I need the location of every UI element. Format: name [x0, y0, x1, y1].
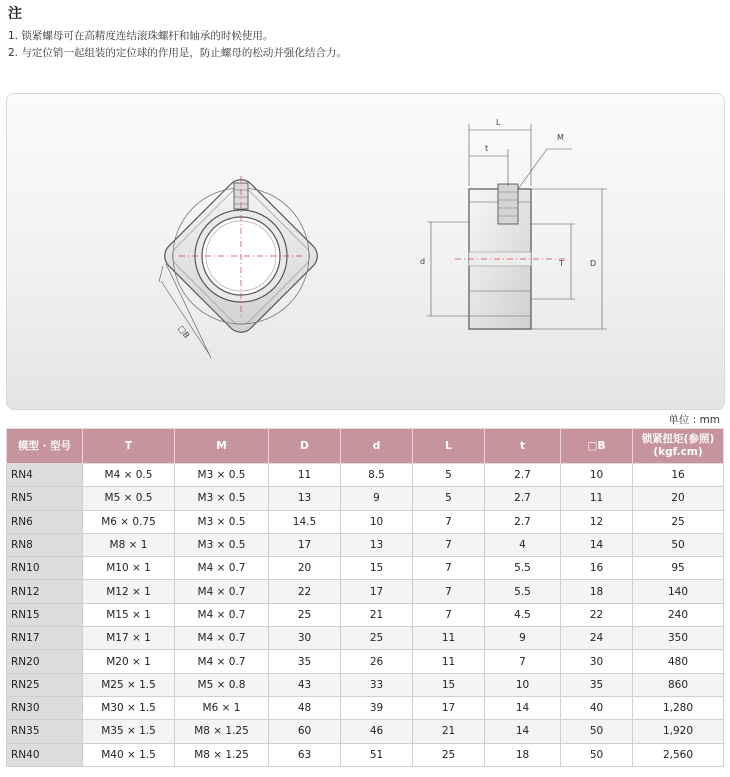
- cell-d-upper: 20: [269, 557, 341, 580]
- header-b: □B: [561, 429, 633, 464]
- cell-torque: 25: [633, 510, 724, 533]
- cell-model: RN25: [7, 673, 83, 696]
- label-t: t: [485, 144, 489, 153]
- cell-m: M3 × 0.5: [175, 487, 269, 510]
- drawing-svg: [7, 94, 724, 409]
- table-row: [7, 464, 724, 487]
- header-d-lower: d: [341, 429, 413, 464]
- cell-t-upper: M6 × 0.75: [83, 510, 175, 533]
- cell-d-lower: 15: [341, 557, 413, 580]
- cell-t-lower: 14: [485, 696, 561, 719]
- cell-t-lower: 14: [485, 720, 561, 743]
- header-t-lower: t: [485, 429, 561, 464]
- cell-t-upper: M5 × 0.5: [83, 487, 175, 510]
- cell-m: M5 × 0.8: [175, 673, 269, 696]
- cell-t-upper: M17 × 1: [83, 627, 175, 650]
- cell-m: M8 × 1.25: [175, 743, 269, 766]
- cell-torque: 140: [633, 580, 724, 603]
- cell-m: M6 × 1: [175, 696, 269, 719]
- cell-model: RN4: [7, 464, 83, 487]
- cell-model: RN15: [7, 603, 83, 626]
- header-l: L: [413, 429, 485, 464]
- cell-model: RN20: [7, 650, 83, 673]
- table-row: [7, 533, 724, 556]
- cell-t-lower: 5.5: [485, 557, 561, 580]
- note-line-2: 2. 与定位销一起组装的定位球的作用是，防止螺母的松动并强化结合力。: [8, 47, 347, 59]
- cell-b: 14: [561, 533, 633, 556]
- cell-m: M3 × 0.5: [175, 510, 269, 533]
- cell-t-lower: 9: [485, 627, 561, 650]
- cell-model: RN17: [7, 627, 83, 650]
- table-row: [7, 673, 724, 696]
- cell-d-lower: 8.5: [341, 464, 413, 487]
- cell-l: 25: [413, 743, 485, 766]
- cell-b: 11: [561, 487, 633, 510]
- cell-t-lower: 18: [485, 743, 561, 766]
- table-body: [7, 464, 724, 767]
- cell-l: 7: [413, 557, 485, 580]
- cell-t-lower: 2.7: [485, 510, 561, 533]
- table-row: [7, 627, 724, 650]
- cell-t-upper: M12 × 1: [83, 580, 175, 603]
- cell-d-upper: 11: [269, 464, 341, 487]
- cell-model: RN8: [7, 533, 83, 556]
- cell-t-upper: M25 × 1.5: [83, 673, 175, 696]
- side-view: [420, 118, 607, 329]
- cell-b: 18: [561, 580, 633, 603]
- cell-torque: 16: [633, 464, 724, 487]
- spec-table: [6, 428, 724, 767]
- cell-model: RN12: [7, 580, 83, 603]
- table-row: [7, 720, 724, 743]
- cell-d-upper: 30: [269, 627, 341, 650]
- cell-t-upper: M20 × 1: [83, 650, 175, 673]
- cell-d-upper: 60: [269, 720, 341, 743]
- cell-t-lower: 7: [485, 650, 561, 673]
- cell-b: 35: [561, 673, 633, 696]
- label-b: □B: [176, 323, 192, 340]
- cell-torque: 1,920: [633, 720, 724, 743]
- cell-b: 16: [561, 557, 633, 580]
- cell-model: RN35: [7, 720, 83, 743]
- cell-model: RN40: [7, 743, 83, 766]
- header-torque: [633, 429, 724, 464]
- table-row: [7, 557, 724, 580]
- cell-t-lower: 4: [485, 533, 561, 556]
- label-m: M: [557, 133, 564, 142]
- table-row: [7, 510, 724, 533]
- cell-d-lower: 33: [341, 673, 413, 696]
- cell-t-lower: 2.7: [485, 464, 561, 487]
- cell-torque: 2,560: [633, 743, 724, 766]
- cell-d-lower: 9: [341, 487, 413, 510]
- table-row: [7, 603, 724, 626]
- cell-l: 21: [413, 720, 485, 743]
- cell-d-upper: 63: [269, 743, 341, 766]
- cell-b: 22: [561, 603, 633, 626]
- cell-m: M4 × 0.7: [175, 603, 269, 626]
- cell-l: 7: [413, 510, 485, 533]
- cell-model: RN5: [7, 487, 83, 510]
- cell-l: 7: [413, 533, 485, 556]
- cell-b: 50: [561, 720, 633, 743]
- cell-model: RN6: [7, 510, 83, 533]
- cell-t-upper: M8 × 1: [83, 533, 175, 556]
- cell-m: M4 × 0.7: [175, 627, 269, 650]
- label-l: L: [496, 118, 501, 127]
- cell-torque: 50: [633, 533, 724, 556]
- header-model: 模型 · 型号: [7, 429, 83, 464]
- cell-t-upper: M4 × 0.5: [83, 464, 175, 487]
- header-t-upper: T: [83, 429, 175, 464]
- cell-torque: 95: [633, 557, 724, 580]
- cell-l: 5: [413, 487, 485, 510]
- cell-d-upper: 13: [269, 487, 341, 510]
- cell-torque: 860: [633, 673, 724, 696]
- header-m: M: [175, 429, 269, 464]
- cell-d-upper: 14.5: [269, 510, 341, 533]
- cell-l: 5: [413, 464, 485, 487]
- table-row: [7, 487, 724, 510]
- cell-model: RN10: [7, 557, 83, 580]
- cell-model: RN30: [7, 696, 83, 719]
- header-torque-line1: 锁紧扭矩(参照): [641, 433, 715, 445]
- cell-b: 50: [561, 743, 633, 766]
- cell-m: M4 × 0.7: [175, 580, 269, 603]
- cell-l: 17: [413, 696, 485, 719]
- cell-t-upper: M40 × 1.5: [83, 743, 175, 766]
- cell-m: M4 × 0.7: [175, 650, 269, 673]
- notes-title: 注: [8, 6, 22, 22]
- cell-d-upper: 48: [269, 696, 341, 719]
- cell-d-upper: 17: [269, 533, 341, 556]
- cell-d-lower: 13: [341, 533, 413, 556]
- cell-t-upper: M35 × 1.5: [83, 720, 175, 743]
- cell-t-lower: 2.7: [485, 487, 561, 510]
- cell-d-lower: 21: [341, 603, 413, 626]
- cell-d-lower: 25: [341, 627, 413, 650]
- cell-t-lower: 10: [485, 673, 561, 696]
- cell-l: 11: [413, 627, 485, 650]
- label-d: d: [420, 257, 426, 266]
- cell-m: M8 × 1.25: [175, 720, 269, 743]
- cell-t-upper: M15 × 1: [83, 603, 175, 626]
- cell-t-upper: M10 × 1: [83, 557, 175, 580]
- cell-t-lower: 5.5: [485, 580, 561, 603]
- table-row: [7, 743, 724, 766]
- label-T: T: [559, 259, 564, 268]
- cell-b: 12: [561, 510, 633, 533]
- label-D: D: [590, 259, 597, 268]
- cell-b: 40: [561, 696, 633, 719]
- cell-torque: 1,280: [633, 696, 724, 719]
- cell-d-lower: 26: [341, 650, 413, 673]
- cell-torque: 240: [633, 603, 724, 626]
- cell-torque: 20: [633, 487, 724, 510]
- header-torque-line2: (kgf.cm): [653, 446, 703, 458]
- cell-d-lower: 39: [341, 696, 413, 719]
- cell-m: M3 × 0.5: [175, 533, 269, 556]
- front-view: [159, 174, 323, 358]
- cell-d-lower: 46: [341, 720, 413, 743]
- cell-b: 10: [561, 464, 633, 487]
- cell-b: 24: [561, 627, 633, 650]
- cell-b: 30: [561, 650, 633, 673]
- cell-l: 15: [413, 673, 485, 696]
- table-header-row: [7, 429, 724, 464]
- cell-d-upper: 43: [269, 673, 341, 696]
- note-line-1: 1. 锁紧螺母可在高精度连结滚珠螺杆和轴承的时候使用。: [8, 30, 274, 42]
- table-row: [7, 650, 724, 673]
- cell-d-lower: 17: [341, 580, 413, 603]
- cell-l: 11: [413, 650, 485, 673]
- cell-d-upper: 25: [269, 603, 341, 626]
- cell-t-lower: 4.5: [485, 603, 561, 626]
- cell-torque: 480: [633, 650, 724, 673]
- technical-drawing: [6, 93, 725, 410]
- table-row: [7, 580, 724, 603]
- cell-d-upper: 22: [269, 580, 341, 603]
- cell-l: 7: [413, 580, 485, 603]
- cell-d-lower: 10: [341, 510, 413, 533]
- header-d-upper: D: [269, 429, 341, 464]
- table-row: [7, 696, 724, 719]
- cell-t-upper: M30 × 1.5: [83, 696, 175, 719]
- unit-label: 单位 : mm: [668, 414, 720, 426]
- cell-m: M4 × 0.7: [175, 557, 269, 580]
- cell-l: 7: [413, 603, 485, 626]
- cell-torque: 350: [633, 627, 724, 650]
- cell-d-upper: 35: [269, 650, 341, 673]
- cell-m: M3 × 0.5: [175, 464, 269, 487]
- cell-d-lower: 51: [341, 743, 413, 766]
